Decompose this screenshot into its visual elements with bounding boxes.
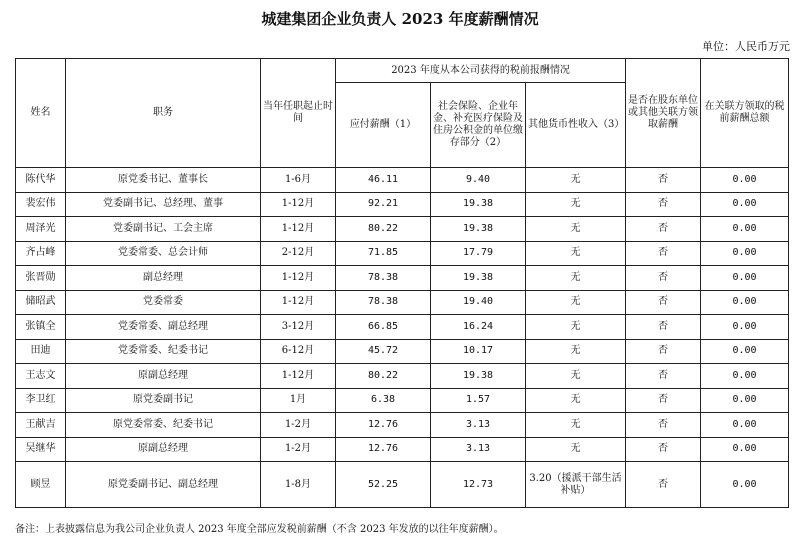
- cell-term: 1-12月: [261, 192, 336, 217]
- cell-related: 否: [626, 437, 701, 462]
- cell-related: 否: [626, 462, 701, 508]
- cell-term: 1-2月: [261, 413, 336, 438]
- cell-social: 19.40: [431, 290, 526, 315]
- cell-social: 10.17: [431, 339, 526, 364]
- cell-position: 原副总经理: [66, 364, 261, 389]
- cell-social: 1.57: [431, 388, 526, 413]
- table-row: [16, 388, 789, 413]
- cell-related-total: 0.00: [701, 339, 789, 364]
- header-pretax-group: 2023 年度从本公司获得的税前报酬情况: [336, 59, 626, 83]
- table-row: [16, 290, 789, 315]
- table-row: [16, 364, 789, 389]
- cell-position: 党委常委、总会计师: [66, 241, 261, 266]
- cell-related: 否: [626, 266, 701, 291]
- table-row: [16, 217, 789, 242]
- cell-related-total: 0.00: [701, 241, 789, 266]
- table-row: [16, 168, 789, 193]
- cell-other: 无: [526, 241, 626, 266]
- cell-related-total: 0.00: [701, 168, 789, 193]
- header-term: 当年任职起止时间: [261, 59, 336, 168]
- cell-social: 3.13: [431, 413, 526, 438]
- table-row: [16, 241, 789, 266]
- cell-other: 无: [526, 437, 626, 462]
- cell-salary: 6.38: [336, 388, 431, 413]
- cell-social: 3.13: [431, 437, 526, 462]
- cell-salary: 52.25: [336, 462, 431, 508]
- cell-other: 无: [526, 217, 626, 242]
- cell-other: 无: [526, 413, 626, 438]
- footnote: 备注：上表披露信息为我公司企业负责人 2023 年度全部应发税前薪酬（不含 2023 年发放的以往年度薪酬）。: [15, 524, 504, 535]
- cell-salary: 80.22: [336, 364, 431, 389]
- cell-term: 1-12月: [261, 217, 336, 242]
- cell-related: 否: [626, 339, 701, 364]
- document-title: 城建集团企业负责人 2023 年度薪酬情况: [261, 10, 539, 28]
- cell-related-total: 0.00: [701, 315, 789, 340]
- cell-name: 周泽光: [16, 217, 66, 242]
- cell-term: 1-6月: [261, 168, 336, 193]
- cell-social: 19.38: [431, 217, 526, 242]
- cell-related: 否: [626, 290, 701, 315]
- cell-name: 张晋勋: [16, 266, 66, 291]
- cell-position: 原副总经理: [66, 437, 261, 462]
- cell-term: 1-12月: [261, 266, 336, 291]
- cell-term: 2-12月: [261, 241, 336, 266]
- header-related-total: 在关联方领取的税前薪酬总额: [701, 59, 789, 168]
- cell-related-total: 0.00: [701, 266, 789, 291]
- cell-term: 1-8月: [261, 462, 336, 508]
- cell-related: 否: [626, 413, 701, 438]
- cell-position: 党委常委、纪委书记: [66, 339, 261, 364]
- cell-position: 党委常委、副总经理: [66, 315, 261, 340]
- cell-social: 16.24: [431, 315, 526, 340]
- cell-other: 无: [526, 168, 626, 193]
- cell-other: 无: [526, 388, 626, 413]
- cell-salary: 80.22: [336, 217, 431, 242]
- cell-salary: 12.76: [336, 437, 431, 462]
- cell-salary: 12.76: [336, 413, 431, 438]
- cell-salary: 71.85: [336, 241, 431, 266]
- cell-term: 6-12月: [261, 339, 336, 364]
- cell-related-total: 0.00: [701, 413, 789, 438]
- cell-position: 党委常委: [66, 290, 261, 315]
- cell-other: 3.20（援派干部生活补贴）: [526, 462, 626, 508]
- cell-term: 1-2月: [261, 437, 336, 462]
- cell-position: 副总经理: [66, 266, 261, 291]
- cell-social: 17.79: [431, 241, 526, 266]
- cell-position: 原党委书记、董事长: [66, 168, 261, 193]
- cell-term: 1月: [261, 388, 336, 413]
- table-row: [16, 315, 789, 340]
- cell-name: 李卫红: [16, 388, 66, 413]
- cell-position: 党委副书记、总经理、董事: [66, 192, 261, 217]
- cell-social: 19.38: [431, 192, 526, 217]
- table-body: [16, 168, 789, 508]
- cell-name: 王献吉: [16, 413, 66, 438]
- cell-salary: 66.85: [336, 315, 431, 340]
- header-social: 社会保险、企业年金、补充医疗保险及住房公积金的单位缴存部分（2）: [431, 83, 526, 168]
- cell-other: 无: [526, 315, 626, 340]
- cell-related: 否: [626, 315, 701, 340]
- cell-other: 无: [526, 339, 626, 364]
- compensation-table: [15, 58, 789, 508]
- cell-name: 顾昱: [16, 462, 66, 508]
- header-other: 其他货币性收入（3）: [526, 83, 626, 168]
- cell-term: 1-12月: [261, 364, 336, 389]
- cell-position: 党委副书记、工会主席: [66, 217, 261, 242]
- cell-name: 储昭武: [16, 290, 66, 315]
- cell-salary: 92.21: [336, 192, 431, 217]
- cell-salary: 45.72: [336, 339, 431, 364]
- cell-name: 张镇全: [16, 315, 66, 340]
- cell-name: 齐占峰: [16, 241, 66, 266]
- cell-related-total: 0.00: [701, 364, 789, 389]
- cell-position: 原党委常委、纪委书记: [66, 413, 261, 438]
- table-row: [16, 413, 789, 438]
- cell-related-total: 0.00: [701, 437, 789, 462]
- cell-salary: 78.38: [336, 266, 431, 291]
- cell-social: 19.38: [431, 266, 526, 291]
- header-salary: 应付薪酬（1）: [336, 83, 431, 168]
- header-row-top: [16, 59, 789, 83]
- cell-social: 19.38: [431, 364, 526, 389]
- cell-related: 否: [626, 217, 701, 242]
- cell-related: 否: [626, 241, 701, 266]
- cell-term: 3-12月: [261, 315, 336, 340]
- cell-social: 12.73: [431, 462, 526, 508]
- cell-related-total: 0.00: [701, 217, 789, 242]
- cell-other: 无: [526, 192, 626, 217]
- cell-related: 否: [626, 168, 701, 193]
- cell-related: 否: [626, 192, 701, 217]
- cell-position: 原党委副书记、副总经理: [66, 462, 261, 508]
- table-row: [16, 266, 789, 291]
- cell-name: 吴继华: [16, 437, 66, 462]
- cell-related-total: 0.00: [701, 192, 789, 217]
- cell-term: 1-12月: [261, 290, 336, 315]
- header-position: 职务: [66, 59, 261, 168]
- cell-salary: 46.11: [336, 168, 431, 193]
- cell-name: 陈代华: [16, 168, 66, 193]
- cell-related-total: 0.00: [701, 290, 789, 315]
- cell-other: 无: [526, 266, 626, 291]
- cell-other: 无: [526, 290, 626, 315]
- cell-other: 无: [526, 364, 626, 389]
- cell-related-total: 0.00: [701, 388, 789, 413]
- table-row: [16, 339, 789, 364]
- cell-position: 原党委副书记: [66, 388, 261, 413]
- table-row: [16, 437, 789, 462]
- header-related: 是否在股东单位或其他关联方领取薪酬: [626, 59, 701, 168]
- cell-related: 否: [626, 388, 701, 413]
- table-row: [16, 462, 789, 508]
- cell-name: 王志文: [16, 364, 66, 389]
- cell-related-total: 0.00: [701, 462, 789, 508]
- table-row: [16, 192, 789, 217]
- cell-salary: 78.38: [336, 290, 431, 315]
- cell-name: 裴宏伟: [16, 192, 66, 217]
- cell-name: 田迪: [16, 339, 66, 364]
- unit-label: 单位：人民币万元: [702, 40, 790, 53]
- cell-related: 否: [626, 364, 701, 389]
- cell-social: 9.40: [431, 168, 526, 193]
- header-name: 姓名: [16, 59, 66, 168]
